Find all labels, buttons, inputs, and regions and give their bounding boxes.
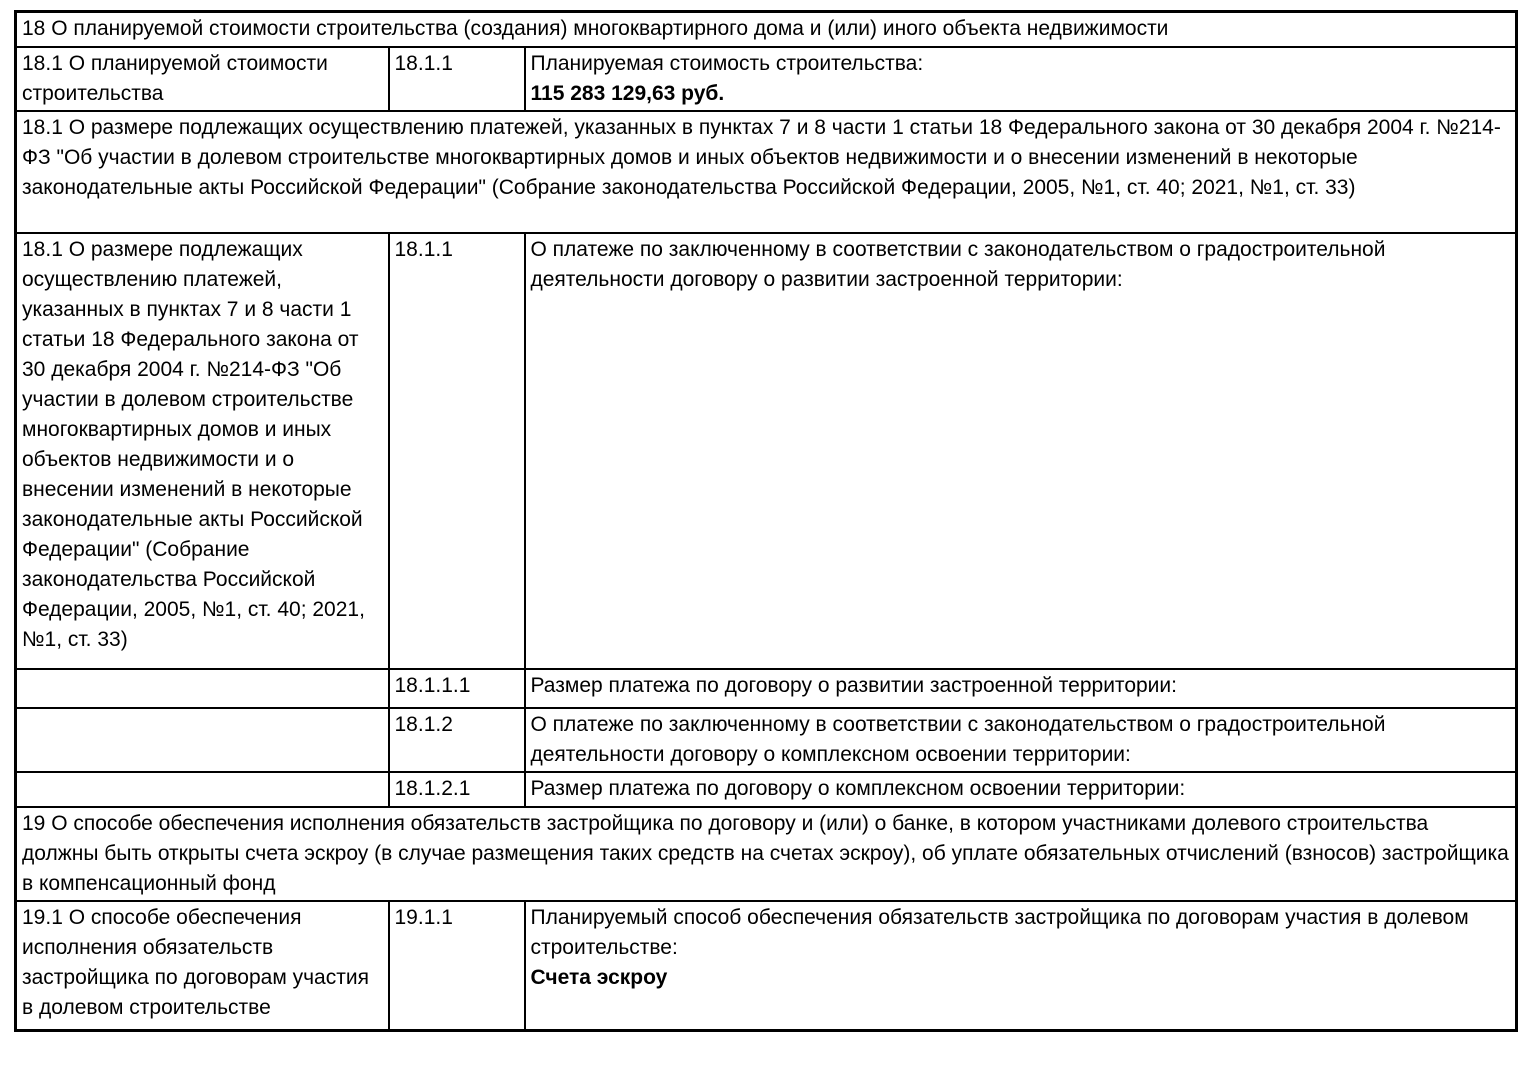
table-row: [16, 901, 1517, 1031]
value-cell-development-agreement: О платеже по заключенному в соответствии с законодательством о градостроительной деятельности договору о развитии застроенной территории:: [525, 233, 1517, 669]
item-number-18-1-1-1: 18.1.1.1: [389, 669, 525, 708]
value-cell-planned-cost: [525, 47, 1517, 111]
escrow-method-label: Планируемый способ обеспечения обязательств застройщика по договорам участия в долевом строительстве:: [530, 905, 1469, 959]
row-18-1-label: 18.1 О планируемой стоимости строительства: [16, 47, 389, 111]
empty-label-cell: [16, 669, 389, 708]
empty-label-cell: [16, 708, 389, 772]
section-18-header: 18 О планируемой стоимости строительства (создания) многоквартирного дома и (или) иного объекта недвижимости: [16, 12, 1517, 47]
empty-label-cell: [16, 772, 389, 807]
item-number-18-1-2-1: 18.1.2.1: [389, 772, 525, 807]
row-18-1-law-label: 18.1 О размере подлежащих осуществлению платежей, указанных в пунктах 7 и 8 части 1 статьи 18 Федерального закона от 30 декабря 2004 г. №214-ФЗ "Об участии в долевом строительстве многоквартирных домов и иных объектов недвижимости и о внесении изменений в некоторые законодательные акты Российской Федерации" (Собрание законодательства Российской Федерации, 2005, №1, ст. 40; 2021, №1, ст. 33): [16, 233, 389, 669]
row-19-1-label: 19.1 О способе обеспечения исполнения обязательств застройщика по договорам участия в долевом строительстве: [16, 901, 389, 1031]
table-row: [16, 708, 1517, 772]
value-cell-complex-development-agreement: О платеже по заключенному в соответствии с законодательством о градостроительной деятельности договору о комплексном освоении территории:: [525, 708, 1517, 772]
table-row: [16, 47, 1517, 111]
table-row: [16, 233, 1517, 669]
table-row: [16, 12, 1517, 47]
value-cell-development-payment-size: Размер платежа по договору о развитии застроенной территории:: [525, 669, 1517, 708]
section-18-1-law-header: 18.1 О размере подлежащих осуществлению платежей, указанных в пунктах 7 и 8 части 1 статьи 18 Федерального закона от 30 декабря 2004 г. №214-ФЗ "Об участии в долевом строительстве многоквартирных домов и иных объектов недвижимости и о внесении изменений в некоторые законодательные акты Российской Федерации" (Собрание законодательства Российской Федерации, 2005, №1, ст. 40; 2021, №1, ст. 33): [16, 111, 1517, 233]
planned-cost-label: Планируемая стоимость строительства:: [530, 51, 924, 75]
planned-cost-value: 115 283 129,63 руб.: [530, 81, 725, 105]
table-row: [16, 111, 1517, 233]
table-row: [16, 807, 1517, 901]
value-cell-complex-payment-size: Размер платежа по договору о комплексном освоении территории:: [525, 772, 1517, 807]
item-number-18-1-1-payments: 18.1.1: [389, 233, 525, 669]
item-number-19-1-1: 19.1.1: [389, 901, 525, 1031]
section-19-header: 19 О способе обеспечения исполнения обязательств застройщика по договору и (или) о банке, в котором участниками долевого строительства должны быть открыты счета эскроу (в случае размещения таких средств на счетах эскроу), об уплате обязательных отчислений (взносов) застройщика в компенсационный фонд: [16, 807, 1517, 901]
project-declaration-table: [14, 10, 1518, 1032]
escrow-method-value: Счета эскроу: [530, 965, 668, 989]
value-cell-escrow: [525, 901, 1517, 1031]
table-row: [16, 772, 1517, 807]
table-row: [16, 669, 1517, 708]
item-number-18-1-2: 18.1.2: [389, 708, 525, 772]
item-number-18-1-1: 18.1.1: [389, 47, 525, 111]
